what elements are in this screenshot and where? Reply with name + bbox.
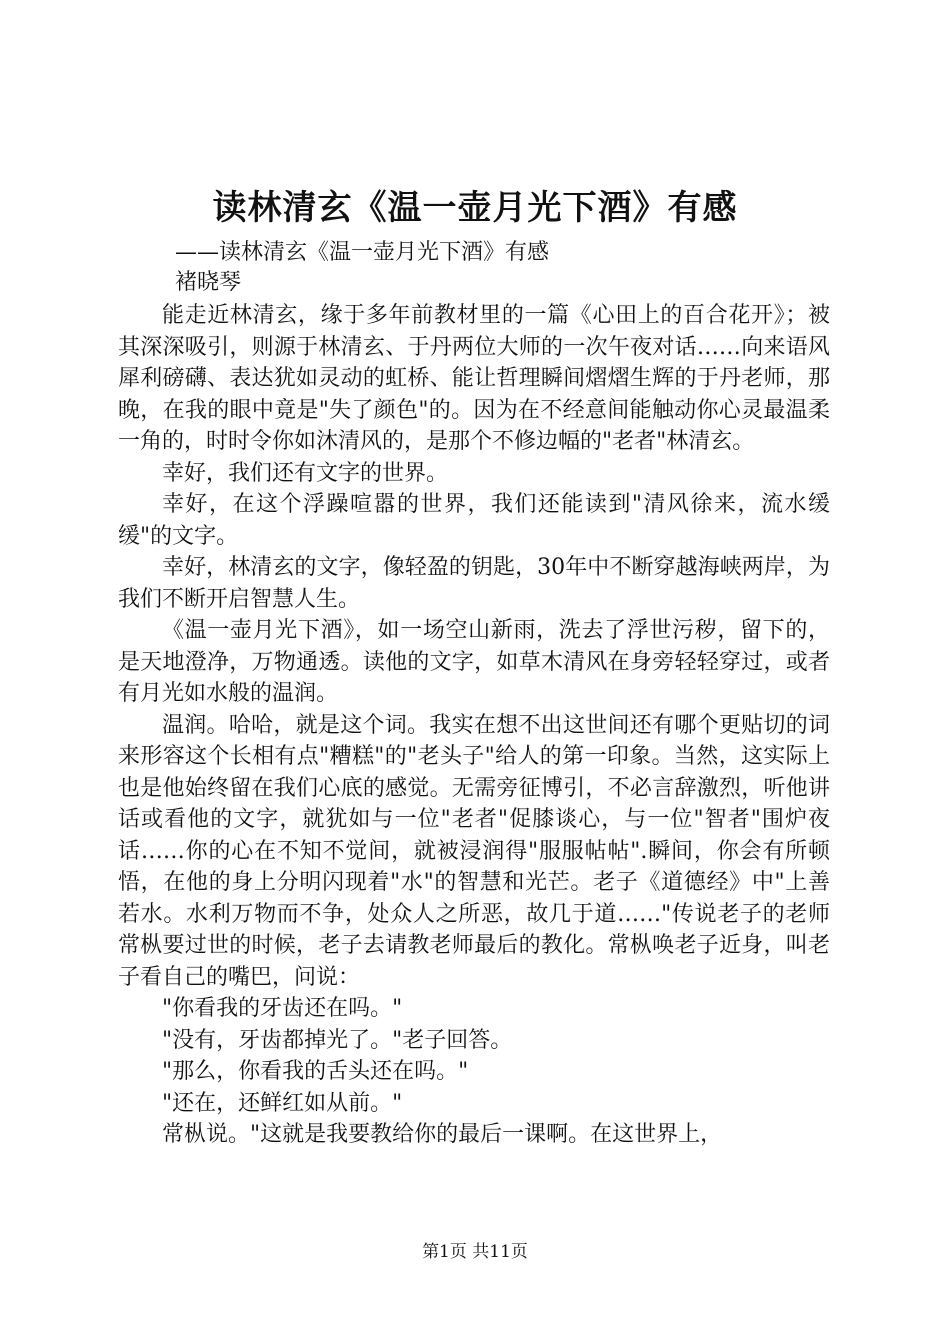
paragraph: 常枞说。"这就是我要教给你的最后一课啊。在这世界上， (162, 1122, 723, 1147)
paragraph: 幸好，林清玄的文字，像轻盈的钥匙，30年中不断穿越海峡两岸，为我们不断开启智慧人生。 (118, 555, 830, 612)
paragraph: "那么，你看我的舌头还在吗。" (162, 1059, 469, 1084)
paragraph: "你看我的牙齿还在吗。" (162, 996, 403, 1021)
document-title: 读林清玄《温一壶月光下酒》有感 (212, 188, 738, 228)
document-subtitle: ——读林清玄《温一壶月光下酒》有感 (175, 240, 550, 265)
paragraph: 幸好，我们还有文字的世界。 (162, 460, 449, 486)
paragraph: "没有，牙齿都掉光了。"老子回答。 (162, 1027, 513, 1053)
paragraph: 《温一壶月光下酒》，如一场空山新雨，洗去了浮世污秽，留下的，是天地澄净，万物通透。读他的文字，如草木清风在身旁轻轻穿过，或者有月光如水般的温润。 (118, 618, 830, 706)
paragraph: "还在，还鲜红如从前。" (162, 1090, 403, 1116)
page-number: 第1页 共11页 (422, 1242, 528, 1262)
paragraph: 能走近林清玄，缘于多年前教材里的一篇《心田上的百合花开》；被其深深吸引，则源于林清玄、于丹两位大师的一次午夜对话……向来语风犀利磅礴、表达犹如灵动的虹桥、能让哲理瞬间熠熠生辉的于丹老师，那晚，在我的眼中竟是"失了颜色"的。因为在不经意间能触动你心灵最温柔一角的，时时令你如沐清风的，是那个不修边幅的"老者"林清玄。 (118, 303, 830, 454)
paragraph: 幸好，在这个浮躁喧嚣的世界，我们还能读到"清风徐来，流水缓缓"的文字。 (118, 492, 830, 549)
author-name: 褚晓琴 (175, 270, 242, 295)
paragraph: 温润。哈哈，就是这个词。我实在想不出这世间还有哪个更贴切的词来形容这个长相有点"糟糕"的"老头子"给人的第一印象。当然，这实际上也是他始终留在我们心底的感觉。无需旁征博引，不必言辞激烈，听他讲话或看他的文字，就犹如与一位"老者"促膝谈心，与一位"智者"围炉夜话……你的心在不知不觉间，就被浸润得"服服帖帖".瞬间，你会有所顿悟，在他的身上分明闪现着"水"的智慧和光芒。老子《道德经》中"上善若水。水利万物而不争，处众人之所恶，故几于道……"传说老子的老师常枞要过世的时候，老子去请教老师最后的教化。常枞唤老子近身，叫老子看自己的嘴巴，问说： (118, 712, 830, 990)
article-body (118, 300, 830, 1151)
